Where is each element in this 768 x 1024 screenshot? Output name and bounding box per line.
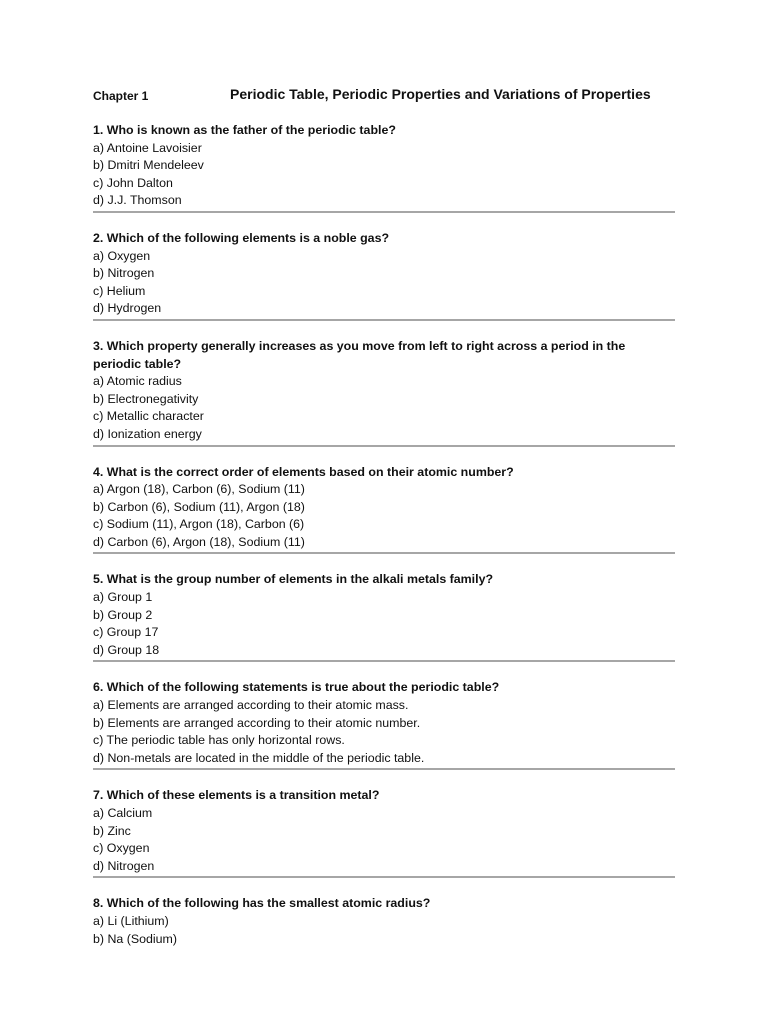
option-b: b) Elements are arranged according to their atomic number. [93,715,421,730]
question-2 [93,230,675,321]
question-7 [93,787,675,878]
option-a: a) Group 1 [93,590,153,605]
option-a: a) Calcium [93,806,153,820]
question-text: 5. What is the group number of elements in the alkali metals family? [93,572,494,587]
option-b: b) Electronegativity [93,391,199,406]
option-c: c) The periodic table has only horizontal rows. [93,733,345,748]
chapter-title: Periodic Table, Periodic Properties and Variations of Properties [230,86,651,102]
question-text: 7. Which of these elements is a transition metal? [93,788,380,803]
question-3 [93,338,675,447]
question-text: 3. Which property generally increases as you move from left to right across a period in the periodic table? [93,338,626,371]
question-1 [93,122,675,213]
option-c: c) Sodium (11), Argon (18), Carbon (6) [93,517,305,532]
option-d: d) Non-metals are located in the middle of the periodic table. [93,750,425,765]
chapter-label: Chapter 1 [93,89,149,103]
question-5 [93,571,675,662]
option-a: a) Oxygen [93,248,151,263]
question-6 [93,679,675,770]
option-d: d) Nitrogen [93,858,155,873]
option-c: c) John Dalton [93,175,173,190]
option-b: b) Carbon (6), Sodium (11), Argon (18) [93,499,305,514]
option-d: d) Group 18 [93,642,160,657]
option-c: c) Helium [93,283,146,298]
option-b: b) Zinc [93,823,131,838]
question-text: 4. What is the correct order of elements based on their atomic number? [93,464,514,479]
option-b: b) Nitrogen [93,266,155,281]
option-b: b) Dmitri Mendeleev [93,158,204,173]
option-d: d) J.J. Thomson [93,193,182,208]
option-a: a) Antoine Lavoisier [93,140,202,155]
question-8 [93,895,675,949]
option-b: b) Na (Sodium) [93,931,178,946]
option-d: d) Carbon (6), Argon (18), Sodium (11) [93,534,305,549]
option-b: b) Group 2 [93,607,153,622]
option-d: d) Ionization energy [93,426,202,441]
option-a: a) Atomic radius [93,374,182,389]
option-d: d) Hydrogen [93,301,162,316]
chapter-header [93,86,675,106]
option-c: c) Metallic character [93,409,204,424]
question-text: 2. Which of the following elements is a noble gas? [93,230,390,245]
question-4 [93,464,675,555]
question-text: 1. Who is known as the father of the periodic table? [93,123,396,137]
option-c: c) Oxygen [93,841,150,856]
option-a: a) Elements are arranged according to their atomic mass. [93,698,409,713]
question-text: 8. Which of the following has the smallest atomic radius? [93,896,431,911]
option-a: a) Li (Lithium) [93,913,169,928]
option-a: a) Argon (18), Carbon (6), Sodium (11) [93,482,305,497]
question-text: 6. Which of the following statements is true about the periodic table? [93,680,500,695]
document-page [93,86,675,966]
option-c: c) Group 17 [93,625,159,640]
